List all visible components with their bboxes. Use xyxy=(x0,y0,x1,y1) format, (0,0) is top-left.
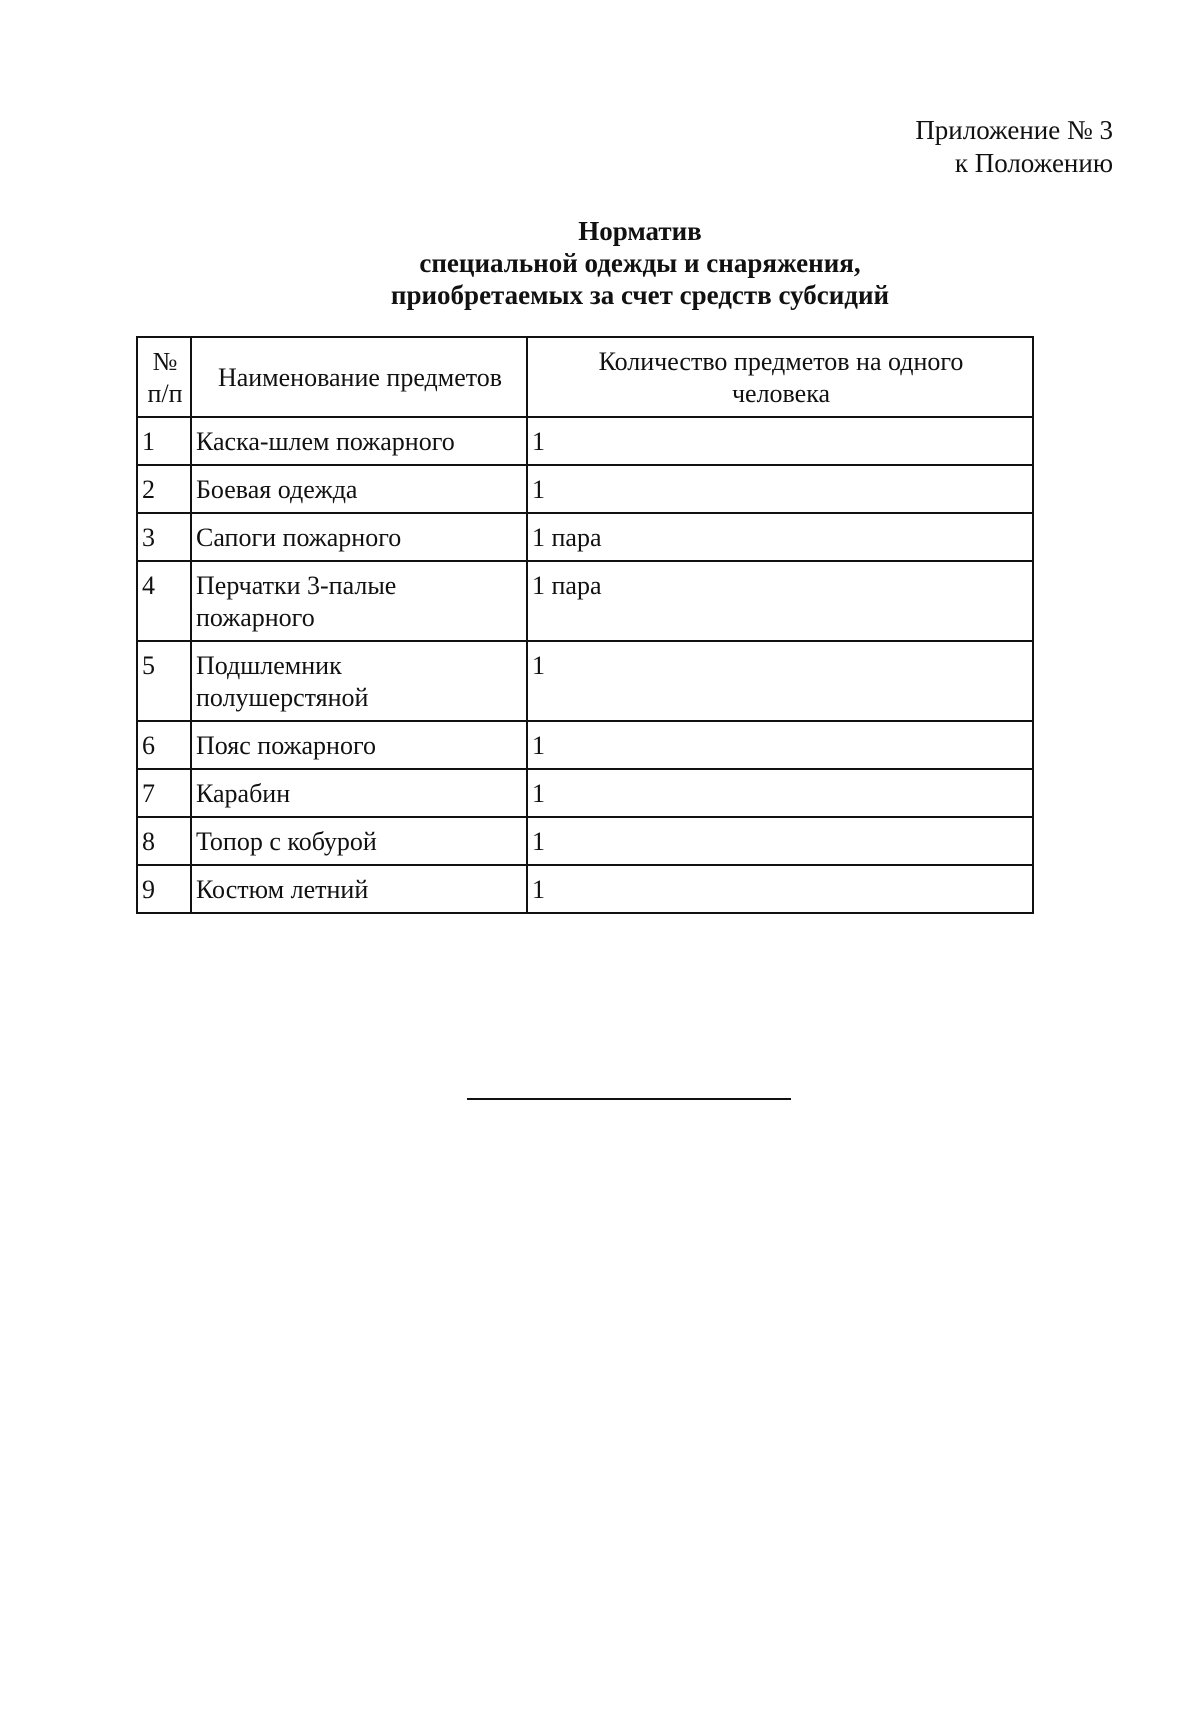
header-number xyxy=(137,337,191,417)
row-name: Пояс пожарного xyxy=(191,721,527,769)
appendix-number: Приложение № 3 xyxy=(915,115,1113,145)
row-number: 7 xyxy=(137,769,191,817)
row-name: Топор с кобурой xyxy=(191,817,527,865)
row-quantity: 1 xyxy=(527,865,1033,913)
row-name xyxy=(191,641,527,721)
row-quantity: 1 xyxy=(527,817,1033,865)
header-number-abbr: п/п xyxy=(147,379,183,408)
closing-divider xyxy=(467,1098,791,1100)
row-quantity: 1 xyxy=(527,641,1033,721)
table-row xyxy=(137,513,1033,561)
row-number: 2 xyxy=(137,465,191,513)
row-name: Боевая одежда xyxy=(191,465,527,513)
table-row xyxy=(137,641,1033,721)
row-quantity: 1 xyxy=(527,769,1033,817)
header-quantity xyxy=(527,337,1033,417)
row-name: Каска-шлем пожарного xyxy=(191,417,527,465)
header-quantity-line-2: человека xyxy=(731,379,831,408)
title-line-3: приобретаемых за счет средств субсидий xyxy=(390,280,890,310)
appendix-reference: к Положению xyxy=(954,148,1113,178)
row-name: Костюм летний xyxy=(191,865,527,913)
table-row xyxy=(137,465,1033,513)
row-name-line-1: Подшлемник xyxy=(196,651,342,680)
row-number: 4 xyxy=(137,561,191,641)
row-name-line-1: Перчатки 3-палые xyxy=(196,571,397,600)
row-number: 1 xyxy=(137,417,191,465)
header-quantity-line-1: Количество предметов на одного xyxy=(598,347,964,376)
table-row xyxy=(137,865,1033,913)
table-row xyxy=(137,817,1033,865)
header-number-sign: № xyxy=(152,347,178,376)
row-number: 3 xyxy=(137,513,191,561)
row-number: 9 xyxy=(137,865,191,913)
row-quantity: 1 xyxy=(527,465,1033,513)
row-quantity: 1 пара xyxy=(527,561,1033,641)
row-number: 8 xyxy=(137,817,191,865)
row-name-line-2: пожарного xyxy=(196,603,315,632)
row-number: 5 xyxy=(137,641,191,721)
row-name-line-2: полушерстяной xyxy=(196,683,369,712)
header-name: Наименование предметов xyxy=(191,337,527,417)
table-row xyxy=(137,417,1033,465)
row-quantity: 1 xyxy=(527,417,1033,465)
row-quantity: 1 xyxy=(527,721,1033,769)
table-row xyxy=(137,721,1033,769)
norm-table xyxy=(136,336,1034,914)
row-quantity: 1 пара xyxy=(527,513,1033,561)
row-number: 6 xyxy=(137,721,191,769)
table-row xyxy=(137,769,1033,817)
table-header-row xyxy=(137,337,1033,417)
title-line-1: Норматив xyxy=(578,216,702,246)
row-name: Карабин xyxy=(191,769,527,817)
title-line-2: специальной одежды и снаряжения, xyxy=(419,248,861,278)
row-name xyxy=(191,561,527,641)
document-title xyxy=(0,215,1200,311)
appendix-heading xyxy=(915,114,1113,180)
table-row xyxy=(137,561,1033,641)
row-name: Сапоги пожарного xyxy=(191,513,527,561)
